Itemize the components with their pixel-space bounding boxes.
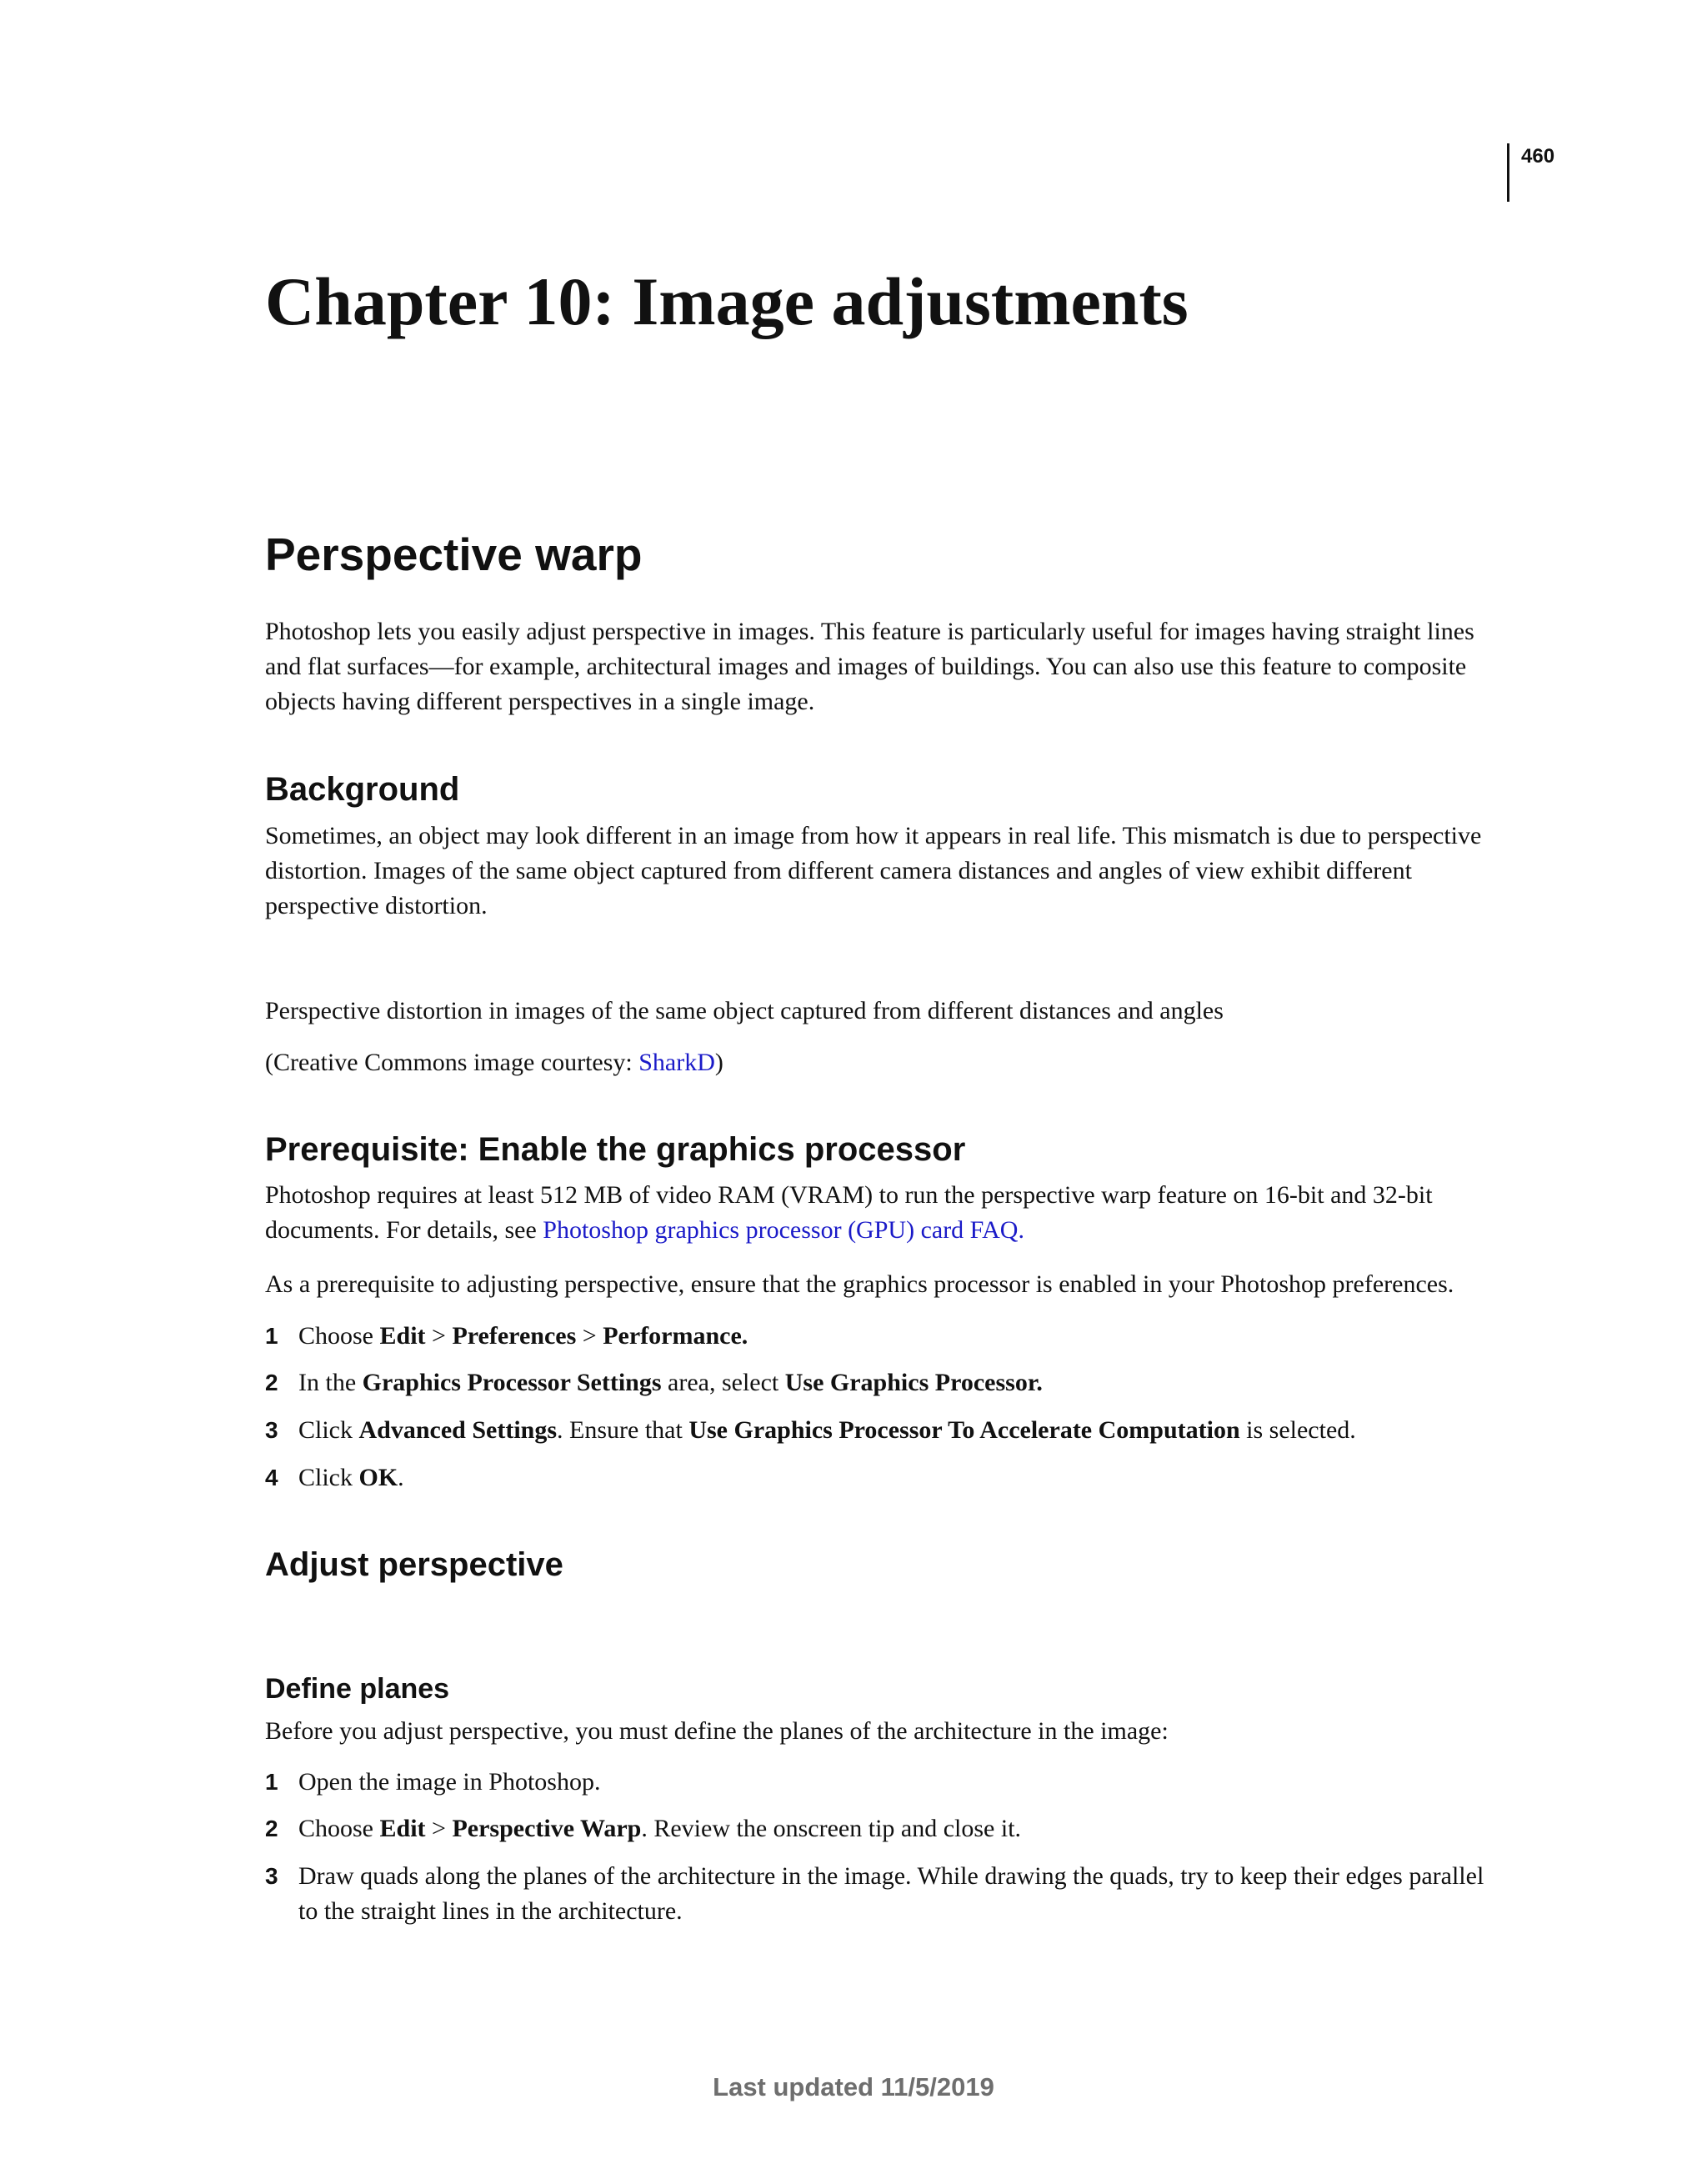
- image-credit: [265, 1045, 1507, 1080]
- image-credit-suffix: ): [714, 1049, 723, 1076]
- prerequisite-step: [265, 1413, 1507, 1448]
- define-planes-paragraph: Before you adjust perspective, you must define the planes of the architecture in the image:: [265, 1717, 1169, 1745]
- prerequisite-note: As a prerequisite to adjusting perspective, ensure that the graphics processor is enabled in your Photoshop preferences.: [265, 1270, 1454, 1298]
- background-heading: Background: [265, 771, 460, 808]
- figure-caption: Perspective distortion in images of the same object captured from different distances and angles: [265, 997, 1224, 1024]
- prerequisite-step: [265, 1319, 1507, 1354]
- page-number-block: [1507, 143, 1554, 202]
- background-paragraph: Sometimes, an object may look different in an image from how it appears in real life. This mismatch is due to perspective distortion. Images of the same object captured from different camera distances and angles of view exhibit different perspective distortion.: [265, 822, 1482, 919]
- step-number: 3: [265, 1863, 278, 1889]
- step-number: 1: [265, 1323, 278, 1349]
- step-text: Click OK.: [298, 1464, 404, 1491]
- step-text: Open the image in Photoshop.: [298, 1768, 601, 1796]
- define-step: [265, 1811, 1507, 1846]
- step-number: 3: [265, 1417, 278, 1443]
- adjust-perspective-heading: Adjust perspective: [265, 1546, 563, 1583]
- page-number: 460: [1521, 145, 1555, 168]
- prerequisite-step: [265, 1460, 1507, 1495]
- step-text: Choose Edit > Perspective Warp. Review the onscreen tip and close it.: [298, 1815, 1022, 1842]
- step-number: 2: [265, 1816, 278, 1841]
- gpu-faq-link[interactable]: Photoshop graphics processor (GPU) card FAQ.: [543, 1216, 1024, 1244]
- section-title: Perspective warp: [265, 528, 643, 580]
- step-number: 2: [265, 1370, 278, 1395]
- step-text: In the Graphics Processor Settings area, select Use Graphics Processor.: [298, 1369, 1043, 1396]
- step-text: Choose Edit > Preferences > Performance.: [298, 1322, 748, 1350]
- define-step: [265, 1859, 1507, 1929]
- prerequisite-heading: Prerequisite: Enable the graphics processor: [265, 1131, 966, 1168]
- image-credit-prefix: (Creative Commons image courtesy:: [265, 1049, 639, 1076]
- chapter-title: Chapter 10: Image adjustments: [265, 263, 1189, 339]
- define-step: [265, 1765, 1507, 1800]
- sharkd-link[interactable]: SharkD: [638, 1049, 715, 1076]
- prerequisite-text: Photoshop requires at least 512 MB of video RAM (VRAM) to run the perspective warp feature on 16-bit and 32-bit documents. For details, see: [265, 1181, 1433, 1244]
- step-text: Click Advanced Settings. Ensure that Use Graphics Processor To Accelerate Computation is selected.: [298, 1416, 1356, 1444]
- define-planes-heading: Define planes: [265, 1673, 450, 1705]
- step-number: 4: [265, 1465, 278, 1490]
- prerequisite-paragraph: [265, 1178, 1507, 1248]
- step-text: Draw quads along the planes of the architecture in the image. While drawing the quads, try to keep their edges parallel to the straight lines in the architecture.: [298, 1862, 1484, 1925]
- intro-paragraph: Photoshop lets you easily adjust perspective in images. This feature is particularly useful for images having straight lines and flat surfaces—for example, architectural images and images of buildings. You can also use this feature to composite objects having different perspectives in a single image.: [265, 618, 1474, 715]
- step-number: 1: [265, 1769, 278, 1795]
- prerequisite-step: [265, 1365, 1507, 1400]
- footer-last-updated: Last updated 11/5/2019: [713, 2072, 994, 2101]
